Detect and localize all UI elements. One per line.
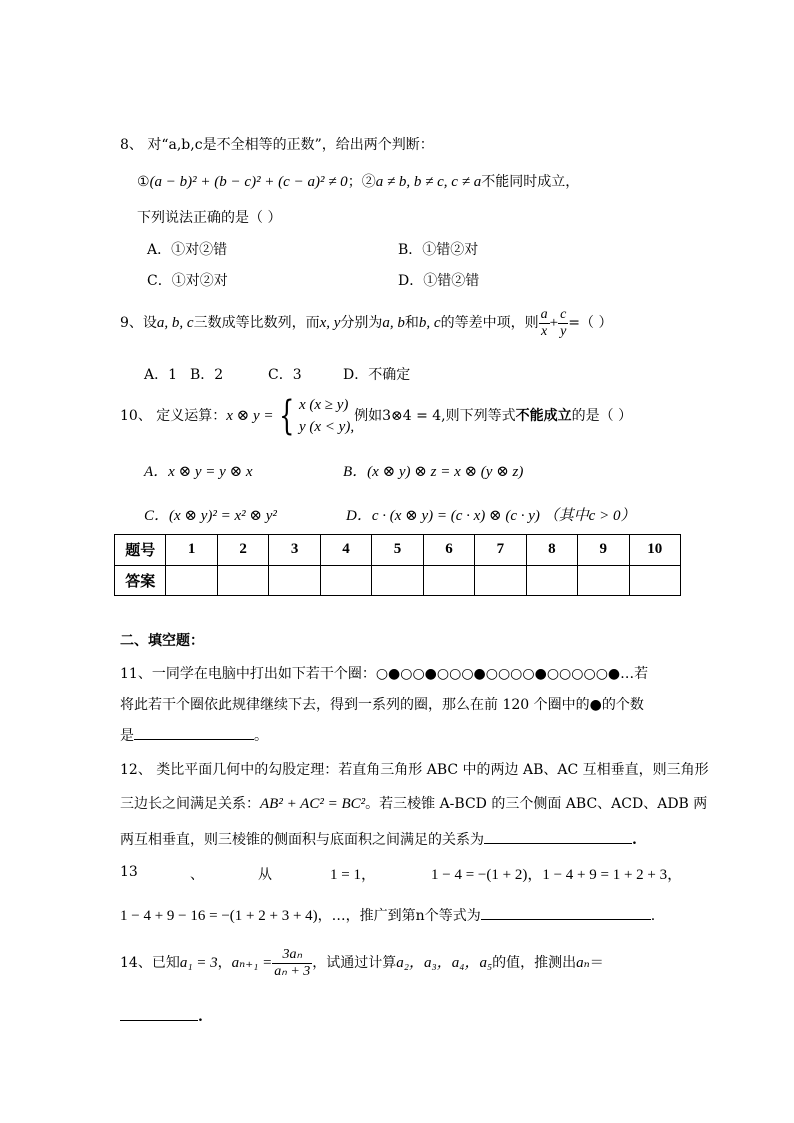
q9-option-b: B．2 (190, 367, 224, 383)
q13-eq-1: 1 = 1， (330, 867, 376, 883)
q10-stem (120, 394, 632, 438)
q9-text-5: 的等差中项，则 (440, 315, 539, 331)
answer-cell[interactable] (166, 565, 217, 596)
q13-suffix: . (650, 908, 656, 924)
q12-line-2 (120, 793, 707, 813)
q9-text-4: 和 (404, 315, 419, 331)
q8-option-d: D．①错②错 (398, 273, 480, 289)
answer-table-header-label: 题号 (115, 535, 166, 566)
q9-text-1: 9、设 (120, 315, 157, 331)
q14-line-1 (120, 946, 604, 980)
q14-text-2: ，试通过计算 (312, 955, 397, 971)
q11-answer-blank[interactable] (134, 725, 254, 740)
q12-line-2-suffix: 。若三棱锥 A-BCD 的三个侧面 ABC、ACD、ADB 两 (365, 796, 708, 812)
answer-table-number: 6 (423, 535, 474, 566)
q11-line-1: 11、一同学在电脑中打出如下若干个圈：○●○○●○○○●○○○○●○○○○○●…若 (120, 666, 649, 682)
q10-option-c: C．(x ⊗ y)² = x² ⊗ y² (144, 508, 277, 524)
q12-line-3 (120, 829, 637, 849)
answer-cell[interactable] (578, 565, 629, 596)
q10-mid: 例如3⊗4 = 4,则下列等式 (354, 408, 516, 424)
q10-brace: { (278, 393, 294, 439)
q10-cases (299, 394, 354, 438)
answer-table-number: 1 (166, 535, 217, 566)
q13-from: 从 (258, 867, 272, 883)
q13-line-2-math: 1 − 4 + 9 − 16 = −(1 + 2 + 3 + 4) (120, 908, 318, 924)
section-2-title: 二、填空题： (120, 633, 204, 649)
q14-answer-blank[interactable] (120, 1006, 198, 1021)
answer-table-number: 10 (629, 535, 680, 566)
q14-a1: a₁ = 3 (179, 955, 218, 971)
q12-line-3-prefix: 两互相垂直，则三棱锥的侧面积与底面积之间满足的关系为 (120, 832, 484, 848)
answer-table-header-row (115, 535, 681, 566)
q8-judgement-1-symbol: ① (137, 174, 150, 190)
q9-fraction-a-over-x: $\frac{a}{x}$ (540, 307, 548, 339)
q14-text-1: 14、已知 (120, 955, 180, 971)
answer-table-number: 9 (578, 535, 629, 566)
q10-intro: 10、 定义运算： (120, 408, 227, 424)
answer-table-number: 5 (372, 535, 423, 566)
q8-judgement-2-text: 不能同时成立， (481, 174, 580, 190)
answer-cell[interactable] (217, 565, 268, 596)
q8-judgement-2-math: a ≠ b, b ≠ c, c ≠ a (375, 174, 482, 190)
q10-def: x ⊗ y = (226, 408, 274, 424)
q9-stem (120, 306, 612, 340)
q10-bold: 不能成立 (515, 408, 572, 424)
q8-option-a: A．①对②错 (147, 242, 228, 258)
q8-option-b: B．①错②对 (398, 242, 479, 258)
q8-judgements (137, 171, 579, 191)
answer-cell[interactable] (475, 565, 526, 596)
q9-tail: =（ ） (568, 315, 613, 331)
q11-line-2: 将此若干个圈依此规律继续下去，得到一系列的圈，那么在前 120 个圈中的●的个数 (120, 697, 644, 713)
q13-sep: 、 (190, 867, 204, 883)
q11-suffix: 。 (254, 728, 268, 744)
q14-text-3: 的值，推测出 (492, 955, 577, 971)
q10-case-1: x (x ≥ y) (298, 397, 349, 413)
q13-line-2-text: ，…，推广到第n个等式为 (317, 908, 481, 924)
q8-option-c: C．①对②对 (147, 273, 228, 289)
q10-tail: 的是（ ） (571, 408, 633, 424)
q13-line-2 (120, 905, 655, 925)
q13-eq-2: 1 − 4 = −(1 + 2)，1 − 4 + 9 = 1 + 2 + 3， (431, 867, 683, 883)
q9-option-c: C．3 (268, 367, 302, 383)
q9-text-2: 三数成等比数列，而 (193, 315, 320, 331)
q14-line-2 (120, 1006, 203, 1025)
q9-text-3: 分别为 (340, 315, 383, 331)
q8-judgement-1-math: (a − b)² + (b − c)² + (c − a)² ≠ 0 (149, 174, 348, 190)
q9-var-abc: a, b, c (156, 315, 194, 331)
q11-prefix: 是 (120, 728, 134, 744)
q9-plus: + (549, 315, 559, 331)
q13-answer-blank[interactable] (481, 905, 651, 920)
q14-suffix: . (198, 1009, 203, 1025)
q8-separator: ； (347, 174, 362, 190)
answer-table-answer-row (115, 565, 681, 596)
q9-var-bc: b, c (418, 315, 441, 331)
answer-table (114, 534, 681, 596)
q12-suffix: . (632, 832, 637, 848)
q10-option-d: D．c · (x ⊗ y) = (c · x) ⊗ (c · y) （其中c > 0） (346, 508, 636, 524)
answer-table-number: 8 (526, 535, 577, 566)
q9-var-xy: x, y (319, 315, 341, 331)
q12-pythagoras: AB² + AC² = BC² (260, 796, 366, 812)
q8-intro: 8、 对“a,b,c是不全相等的正数”，给出两个判断： (120, 137, 434, 153)
q9-option-a: A．1 (144, 367, 178, 383)
q9-var-ab: a, b (382, 315, 405, 331)
q12-line-2-prefix: 三边长之间满足关系： (120, 796, 260, 812)
q10-case-2: y (x < y), (298, 419, 355, 435)
q10-option-a: A．x ⊗ y = y ⊗ x (144, 464, 253, 480)
q8-judgement-2-symbol: ② (361, 174, 376, 190)
answer-cell[interactable] (269, 565, 320, 596)
answer-cell[interactable] (629, 565, 680, 596)
answer-table-number: 7 (475, 535, 526, 566)
q14-recurrence-fraction: $\frac{\text{3aₙ}}{\text{aₙ + 3}}$ (274, 947, 311, 979)
q9-option-d: D．不确定 (343, 367, 411, 383)
answer-cell[interactable] (372, 565, 423, 596)
q12-answer-blank[interactable] (484, 829, 632, 844)
answer-table-number: 4 (320, 535, 371, 566)
q9-fraction-c-over-y: $\frac{c}{y}$ (560, 307, 567, 339)
answer-cell[interactable] (320, 565, 371, 596)
q14-an: aₙ (576, 955, 590, 971)
q14-comma: ， (217, 955, 232, 971)
q13-num: 13 (120, 864, 138, 880)
q8-prompt: 下列说法正确的是（ ） (137, 210, 282, 226)
q14-recurrence-left: aₙ₊₁ = (231, 955, 273, 971)
q14-terms: a₂，a₃，a₄，a₅ (396, 955, 493, 971)
q10-option-b: B．(x ⊗ y) ⊗ z = x ⊗ (y ⊗ z) (343, 464, 524, 480)
answer-cell[interactable] (423, 565, 474, 596)
answer-cell[interactable] (526, 565, 577, 596)
q14-text-4: ＝ (589, 955, 604, 971)
answer-table-answer-label: 答案 (115, 565, 166, 596)
answer-table-number: 2 (217, 535, 268, 566)
q12-line-1: 12、 类比平面几何中的勾股定理：若直角三角形 ABC 中的两边 AB、AC 互相垂直，则三角形 (120, 762, 709, 778)
q11-line-3 (120, 725, 268, 745)
answer-table-number: 3 (269, 535, 320, 566)
